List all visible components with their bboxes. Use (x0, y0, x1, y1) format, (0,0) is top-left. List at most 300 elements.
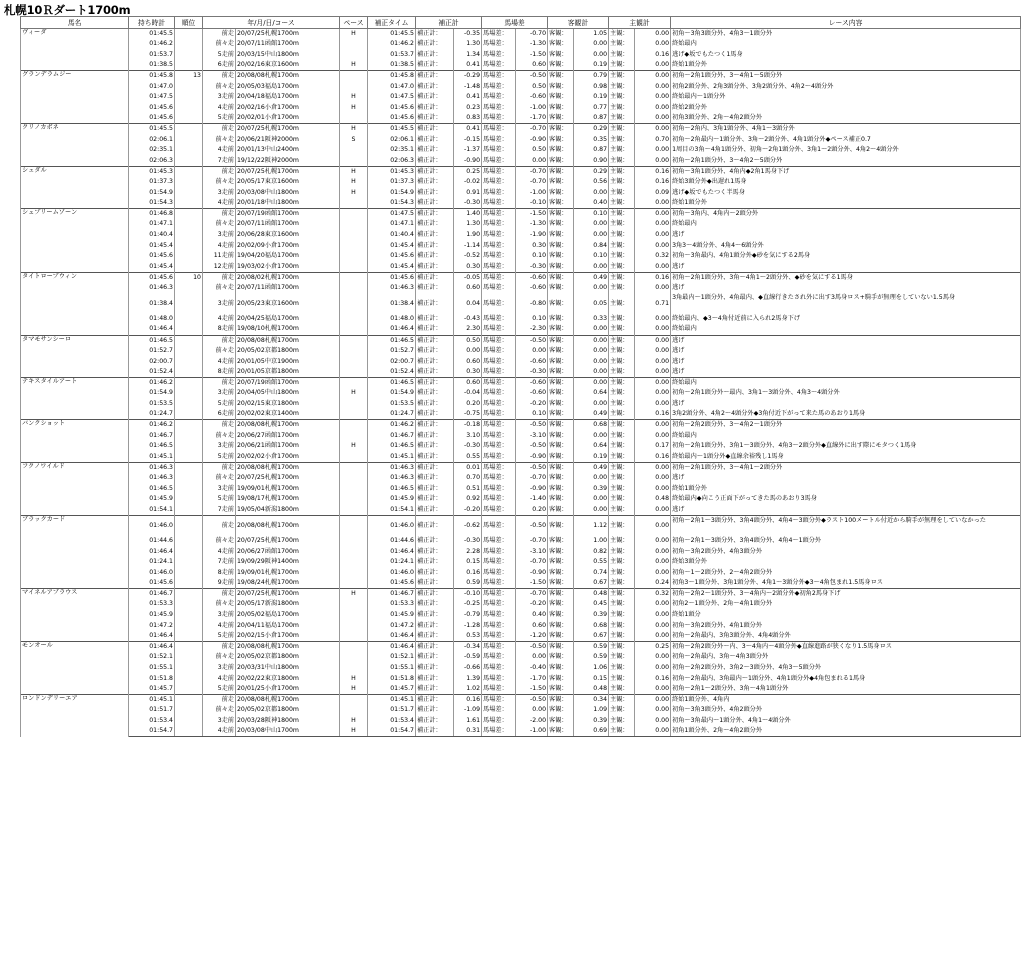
hosei-value: -1.09 (454, 705, 482, 716)
shukan-label: 主観： (609, 546, 635, 557)
race-note: 1周目の3角～4角1頭分外、初角～2角1頭分外、3角1～2頭分外、4角2～4頭分外 (671, 145, 1021, 156)
kyakkan-value: 0.00 (574, 335, 609, 346)
baba-value: -0.50 (516, 71, 548, 82)
race-pace (340, 335, 368, 346)
race-date-course: 20/06/21函館1700m (236, 441, 340, 452)
hosei-label: 補正計： (416, 515, 454, 536)
race-ago: 前々走 (203, 283, 236, 294)
mochi-time: 01:45.3 (129, 166, 175, 177)
horse-name: グランデラムジー (21, 71, 129, 124)
shukan-value: 0.16 (635, 50, 671, 61)
hosei-time: 01:46.4 (368, 324, 416, 335)
race-pace (340, 71, 368, 82)
race-pace (340, 652, 368, 663)
race-note: 終始最内～1頭分外◆直線余裕残し1馬身 (671, 452, 1021, 463)
race-ago: 3走前 (203, 716, 236, 727)
horse-name: バンクショット (21, 420, 129, 462)
hosei-time: 02:35.1 (368, 145, 416, 156)
hosei-label: 補正計： (416, 187, 454, 198)
baba-label: 馬場差： (482, 557, 516, 568)
rank (175, 673, 203, 684)
table-row (21, 29, 1021, 40)
race-pace (340, 356, 368, 367)
header-horse-name: 馬名 (21, 17, 129, 29)
kyakkan-value: 0.79 (574, 71, 609, 82)
race-pace: H (340, 441, 368, 452)
rank (175, 367, 203, 378)
baba-value: -0.10 (516, 198, 548, 209)
hosei-time: 01:46.7 (368, 589, 416, 600)
baba-label: 馬場差： (482, 462, 516, 473)
shukan-value: 0.00 (635, 145, 671, 156)
race-note: 初角～2角2頭分外、3角2～3頭分外、4角3～5頭分外 (671, 663, 1021, 674)
hosei-value: -0.34 (454, 642, 482, 653)
race-date-course: 19/12/22阪神2000m (236, 156, 340, 167)
horse-name: マイネルアプラウス (21, 589, 129, 642)
shukan-label: 主観： (609, 60, 635, 71)
kyakkan-label: 客観： (548, 293, 574, 314)
race-pace (340, 430, 368, 441)
shukan-value: 0.16 (635, 673, 671, 684)
rank (175, 81, 203, 92)
kyakkan-label: 客観： (548, 631, 574, 642)
hosei-label: 補正計： (416, 145, 454, 156)
race-ago: 4走前 (203, 103, 236, 114)
table-row (21, 71, 1021, 82)
race-pace (340, 452, 368, 463)
race-pace: H (340, 166, 368, 177)
shukan-label: 主観： (609, 356, 635, 367)
mochi-time: 01:37.3 (129, 177, 175, 188)
race-date-course: 20/03/08中山1700m (236, 726, 340, 737)
mochi-time: 01:46.8 (129, 209, 175, 220)
kyakkan-label: 客観： (548, 684, 574, 695)
hosei-value: -1.37 (454, 145, 482, 156)
baba-value: 0.60 (516, 620, 548, 631)
baba-label: 馬場差： (482, 272, 516, 283)
kyakkan-value: 0.00 (574, 50, 609, 61)
hosei-label: 補正計： (416, 335, 454, 346)
hosei-label: 補正計： (416, 409, 454, 420)
hosei-value: 3.10 (454, 430, 482, 441)
shukan-value: 0.09 (635, 187, 671, 198)
race-ago: 前々走 (203, 705, 236, 716)
baba-label: 馬場差： (482, 377, 516, 388)
race-ago: 前々走 (203, 81, 236, 92)
shukan-label: 主観： (609, 103, 635, 114)
hosei-value: 0.00 (454, 346, 482, 357)
horse-name: ロンドンデリーエア (21, 695, 129, 737)
race-pace (340, 314, 368, 325)
hosei-label: 補正計： (416, 695, 454, 706)
table-row (21, 293, 1021, 314)
hosei-label: 補正計： (416, 642, 454, 653)
rank (175, 124, 203, 135)
header-hosei-total: 補正計 (416, 17, 482, 29)
shukan-value: 0.71 (635, 293, 671, 314)
race-pace: H (340, 187, 368, 198)
baba-label: 馬場差： (482, 230, 516, 241)
kyakkan-label: 客観： (548, 483, 574, 494)
shukan-label: 主観： (609, 652, 635, 663)
kyakkan-label: 客観： (548, 187, 574, 198)
shukan-label: 主観： (609, 113, 635, 124)
rank (175, 92, 203, 103)
race-date-course: 20/08/08札幌1700m (236, 335, 340, 346)
race-note: 3角最内～1頭分外、4角最内、◆直線行きたされ外に出す3馬身ロス+騎手が無理をしていない1.5馬身 (671, 293, 1021, 314)
baba-value: -0.50 (516, 642, 548, 653)
shukan-label: 主観： (609, 578, 635, 589)
race-date-course: 20/06/27函館1700m (236, 430, 340, 441)
shukan-label: 主観： (609, 283, 635, 294)
shukan-label: 主観： (609, 409, 635, 420)
baba-value: -1.40 (516, 494, 548, 505)
hosei-value: 0.83 (454, 113, 482, 124)
kyakkan-value: 0.59 (574, 652, 609, 663)
hosei-value: 1.90 (454, 230, 482, 241)
race-ago: 前々走 (203, 599, 236, 610)
race-note: 初角～2角2頭分外、3～4角2～1頭分外 (671, 420, 1021, 431)
race-ago: 前走 (203, 515, 236, 536)
hosei-value: 1.40 (454, 209, 482, 220)
table-row (21, 515, 1021, 536)
kyakkan-label: 客観： (548, 546, 574, 557)
rank (175, 177, 203, 188)
baba-value: 0.00 (516, 346, 548, 357)
race-ago: 前々走 (203, 134, 236, 145)
mochi-time: 01:53.5 (129, 399, 175, 410)
kyakkan-label: 客観： (548, 324, 574, 335)
race-note: 初角～2角2～1頭分外、3～4角内～2頭分外◆初角2馬身下げ (671, 589, 1021, 600)
hosei-time: 01:53.3 (368, 599, 416, 610)
baba-label: 馬場差： (482, 620, 516, 631)
race-pace: H (340, 589, 368, 600)
hosei-time: 01:46.0 (368, 567, 416, 578)
race-date-course: 20/07/19函館1700m (236, 377, 340, 388)
shukan-label: 主観： (609, 452, 635, 463)
hosei-time: 01:47.2 (368, 620, 416, 631)
rank (175, 240, 203, 251)
race-ago: 11走前 (203, 251, 236, 262)
race-ago: 前走 (203, 377, 236, 388)
rank (175, 283, 203, 294)
mochi-time: 01:46.7 (129, 430, 175, 441)
rank (175, 29, 203, 40)
mochi-time: 01:54.7 (129, 726, 175, 737)
hosei-value: 0.04 (454, 293, 482, 314)
race-note: 初角～2角1～2頭分外、3角～4角1頭分外 (671, 684, 1021, 695)
kyakkan-value: 0.10 (574, 251, 609, 262)
race-pace (340, 377, 368, 388)
race-pace (340, 663, 368, 674)
table-row (21, 620, 1021, 631)
rank (175, 60, 203, 71)
baba-value: 0.00 (516, 156, 548, 167)
baba-label: 馬場差： (482, 399, 516, 410)
shukan-value: 0.17 (635, 441, 671, 452)
kyakkan-value: 1.09 (574, 705, 609, 716)
rank (175, 705, 203, 716)
shukan-label: 主観： (609, 599, 635, 610)
baba-value: 0.10 (516, 409, 548, 420)
hosei-label: 補正計： (416, 71, 454, 82)
kyakkan-value: 0.39 (574, 610, 609, 621)
shukan-value: 0.00 (635, 557, 671, 568)
shukan-label: 主観： (609, 177, 635, 188)
mochi-time: 01:46.4 (129, 324, 175, 335)
race-pace: H (340, 103, 368, 114)
rank (175, 620, 203, 631)
race-pace (340, 505, 368, 516)
race-ago: 3走前 (203, 230, 236, 241)
kyakkan-label: 客観： (548, 92, 574, 103)
kyakkan-label: 客観： (548, 39, 574, 50)
baba-label: 馬場差： (482, 716, 516, 727)
race-note: 逃げ (671, 283, 1021, 294)
baba-label: 馬場差： (482, 567, 516, 578)
baba-value: -0.70 (516, 29, 548, 40)
race-pace: H (340, 29, 368, 40)
kyakkan-value: 0.29 (574, 124, 609, 135)
race-ago: 前走 (203, 695, 236, 706)
baba-value: 0.20 (516, 505, 548, 516)
table-row (21, 409, 1021, 420)
hosei-value: 0.20 (454, 399, 482, 410)
hosei-time: 01:46.7 (368, 430, 416, 441)
hosei-time: 01:54.1 (368, 505, 416, 516)
race-note: 初角～3角内、4角内～2頭分外 (671, 209, 1021, 220)
hosei-time: 01:46.3 (368, 283, 416, 294)
hosei-time: 01:44.6 (368, 536, 416, 547)
shukan-label: 主観： (609, 483, 635, 494)
rank (175, 230, 203, 241)
shukan-label: 主観： (609, 695, 635, 706)
rank (175, 726, 203, 737)
baba-value: -1.50 (516, 50, 548, 61)
race-note: 初角～2角1頭分外、3～4角1～2頭分外 (671, 462, 1021, 473)
hosei-value: -0.10 (454, 589, 482, 600)
race-date-course: 20/07/25札幌1700m (236, 29, 340, 40)
race-note: 終始1頭分外 (671, 198, 1021, 209)
race-pace (340, 113, 368, 124)
race-note: 逃げ◆坂でもたつく半馬身 (671, 187, 1021, 198)
hosei-value: -0.15 (454, 134, 482, 145)
baba-value: -0.50 (516, 515, 548, 536)
race-date-course: 20/01/05中京1900m (236, 356, 340, 367)
shukan-label: 主観： (609, 610, 635, 621)
race-pace: H (340, 716, 368, 727)
race-date-course: 20/03/15中山1800m (236, 50, 340, 61)
shukan-label: 主観： (609, 134, 635, 145)
baba-value: -0.60 (516, 356, 548, 367)
kyakkan-label: 客観： (548, 578, 574, 589)
table-row (21, 705, 1021, 716)
race-pace (340, 324, 368, 335)
race-ago: 3走前 (203, 293, 236, 314)
mochi-time: 01:46.7 (129, 589, 175, 600)
race-date-course: 20/02/02小倉1700m (236, 452, 340, 463)
mochi-time: 01:53.7 (129, 50, 175, 61)
race-note: 終始最内 (671, 324, 1021, 335)
hosei-value: -0.29 (454, 71, 482, 82)
mochi-time: 01:54.9 (129, 187, 175, 198)
mochi-time: 01:53.4 (129, 716, 175, 727)
shukan-label: 主観： (609, 251, 635, 262)
shukan-label: 主観： (609, 536, 635, 547)
hosei-time: 01:46.3 (368, 462, 416, 473)
hosei-value: 0.60 (454, 283, 482, 294)
shukan-value: 0.00 (635, 684, 671, 695)
race-date-course: 20/08/02札幌1700m (236, 272, 340, 283)
horse-name: タイトロープウィン (21, 272, 129, 335)
baba-label: 馬場差： (482, 409, 516, 420)
shukan-label: 主観： (609, 209, 635, 220)
hosei-value: 0.51 (454, 483, 482, 494)
shukan-label: 主観： (609, 219, 635, 230)
race-note: 初角3頭分外、2角～4角2頭分外 (671, 113, 1021, 124)
baba-label: 馬場差： (482, 314, 516, 325)
hosei-value: -1.28 (454, 620, 482, 631)
kyakkan-value: 0.64 (574, 388, 609, 399)
mochi-time: 02:00.7 (129, 356, 175, 367)
baba-value: 0.50 (516, 145, 548, 156)
race-pace (340, 695, 368, 706)
table-row (21, 335, 1021, 346)
race-note: 初角～3角最内～1頭分外、4角1～4頭分外 (671, 716, 1021, 727)
kyakkan-value: 0.33 (574, 314, 609, 325)
baba-label: 馬場差： (482, 293, 516, 314)
hosei-label: 補正計： (416, 441, 454, 452)
table-row (21, 367, 1021, 378)
baba-value: -0.90 (516, 483, 548, 494)
shukan-label: 主観： (609, 377, 635, 388)
table-row (21, 631, 1021, 642)
shukan-label: 主観： (609, 726, 635, 737)
rank (175, 695, 203, 706)
kyakkan-label: 客観： (548, 663, 574, 674)
race-pace: H (340, 124, 368, 135)
race-ago: 4走前 (203, 314, 236, 325)
race-note: 初角～3角3頭分外、4角2頭分外 (671, 705, 1021, 716)
shukan-value: 0.25 (635, 642, 671, 653)
race-date-course: 20/08/08札幌1700m (236, 642, 340, 653)
race-pace (340, 240, 368, 251)
race-ago: 5走前 (203, 684, 236, 695)
kyakkan-label: 客観： (548, 230, 574, 241)
baba-value: -1.90 (516, 230, 548, 241)
race-date-course: 20/07/25札幌1700m (236, 589, 340, 600)
kyakkan-value: 0.82 (574, 546, 609, 557)
hosei-time: 01:45.5 (368, 29, 416, 40)
baba-label: 馬場差： (482, 134, 516, 145)
rank (175, 589, 203, 600)
shukan-label: 主観： (609, 515, 635, 536)
baba-label: 馬場差： (482, 546, 516, 557)
shukan-label: 主観： (609, 494, 635, 505)
race-ago: 前走 (203, 29, 236, 40)
kyakkan-label: 客観： (548, 473, 574, 484)
race-ago: 前走 (203, 462, 236, 473)
horse-name: モンオール (21, 642, 129, 695)
kyakkan-label: 客観： (548, 536, 574, 547)
shukan-value: 0.00 (635, 367, 671, 378)
race-pace (340, 483, 368, 494)
horse-name: ブラックカード (21, 515, 129, 588)
race-note: 初角～3角3頭分外、4角3～1頭分外 (671, 29, 1021, 40)
race-pace: H (340, 92, 368, 103)
horse-name: フクノワイルド (21, 462, 129, 515)
shukan-value: 0.00 (635, 314, 671, 325)
hosei-label: 補正計： (416, 314, 454, 325)
hosei-time: 01:51.7 (368, 705, 416, 716)
hosei-time: 01:45.7 (368, 684, 416, 695)
table-row (21, 209, 1021, 220)
race-date-course: 20/07/19函館1700m (236, 209, 340, 220)
shukan-label: 主観： (609, 346, 635, 357)
shukan-value: 0.00 (635, 356, 671, 367)
baba-value: -0.60 (516, 388, 548, 399)
kyakkan-value: 0.00 (574, 505, 609, 516)
baba-value: -0.50 (516, 462, 548, 473)
race-note: 初角～3角1頭分外、4角内◆2角1馬身下げ (671, 166, 1021, 177)
mochi-time: 01:46.3 (129, 462, 175, 473)
race-ago: 前走 (203, 71, 236, 82)
hosei-value: 1.61 (454, 716, 482, 727)
race-ago: 前走 (203, 209, 236, 220)
kyakkan-value: 0.67 (574, 631, 609, 642)
rank (175, 293, 203, 314)
hosei-label: 補正計： (416, 124, 454, 135)
race-table (20, 16, 1021, 737)
baba-value: -0.70 (516, 589, 548, 600)
hosei-time: 01:54.7 (368, 726, 416, 737)
rank (175, 356, 203, 367)
baba-label: 馬場差： (482, 187, 516, 198)
hosei-time: 02:06.1 (368, 134, 416, 145)
kyakkan-value: 0.00 (574, 473, 609, 484)
rank (175, 324, 203, 335)
baba-value: -1.70 (516, 113, 548, 124)
race-pace: H (340, 388, 368, 399)
shukan-value: 0.00 (635, 515, 671, 536)
hosei-time: 01:40.4 (368, 230, 416, 241)
baba-label: 馬場差： (482, 29, 516, 40)
shukan-label: 主観： (609, 230, 635, 241)
shukan-label: 主観： (609, 29, 635, 40)
mochi-time: 01:47.0 (129, 81, 175, 92)
shukan-value: 0.32 (635, 589, 671, 600)
table-row (21, 726, 1021, 737)
race-pace (340, 156, 368, 167)
race-note: 初角～2角最内、3角～4角3頭分外 (671, 652, 1021, 663)
race-note: 逃げ (671, 473, 1021, 484)
race-date-course: 20/02/22東京1800m (236, 673, 340, 684)
hosei-label: 補正計： (416, 60, 454, 71)
baba-label: 馬場差： (482, 240, 516, 251)
race-pace (340, 409, 368, 420)
kyakkan-label: 客観： (548, 652, 574, 663)
race-pace (340, 610, 368, 621)
hosei-value: -0.02 (454, 177, 482, 188)
kyakkan-value: 0.00 (574, 262, 609, 273)
baba-label: 馬場差： (482, 113, 516, 124)
race-note: 初角～2角内、3角1頭分外、4角1～3頭分外 (671, 124, 1021, 135)
kyakkan-label: 客観： (548, 356, 574, 367)
rank (175, 346, 203, 357)
baba-value: 0.40 (516, 610, 548, 621)
rank (175, 399, 203, 410)
shukan-label: 主観： (609, 673, 635, 684)
